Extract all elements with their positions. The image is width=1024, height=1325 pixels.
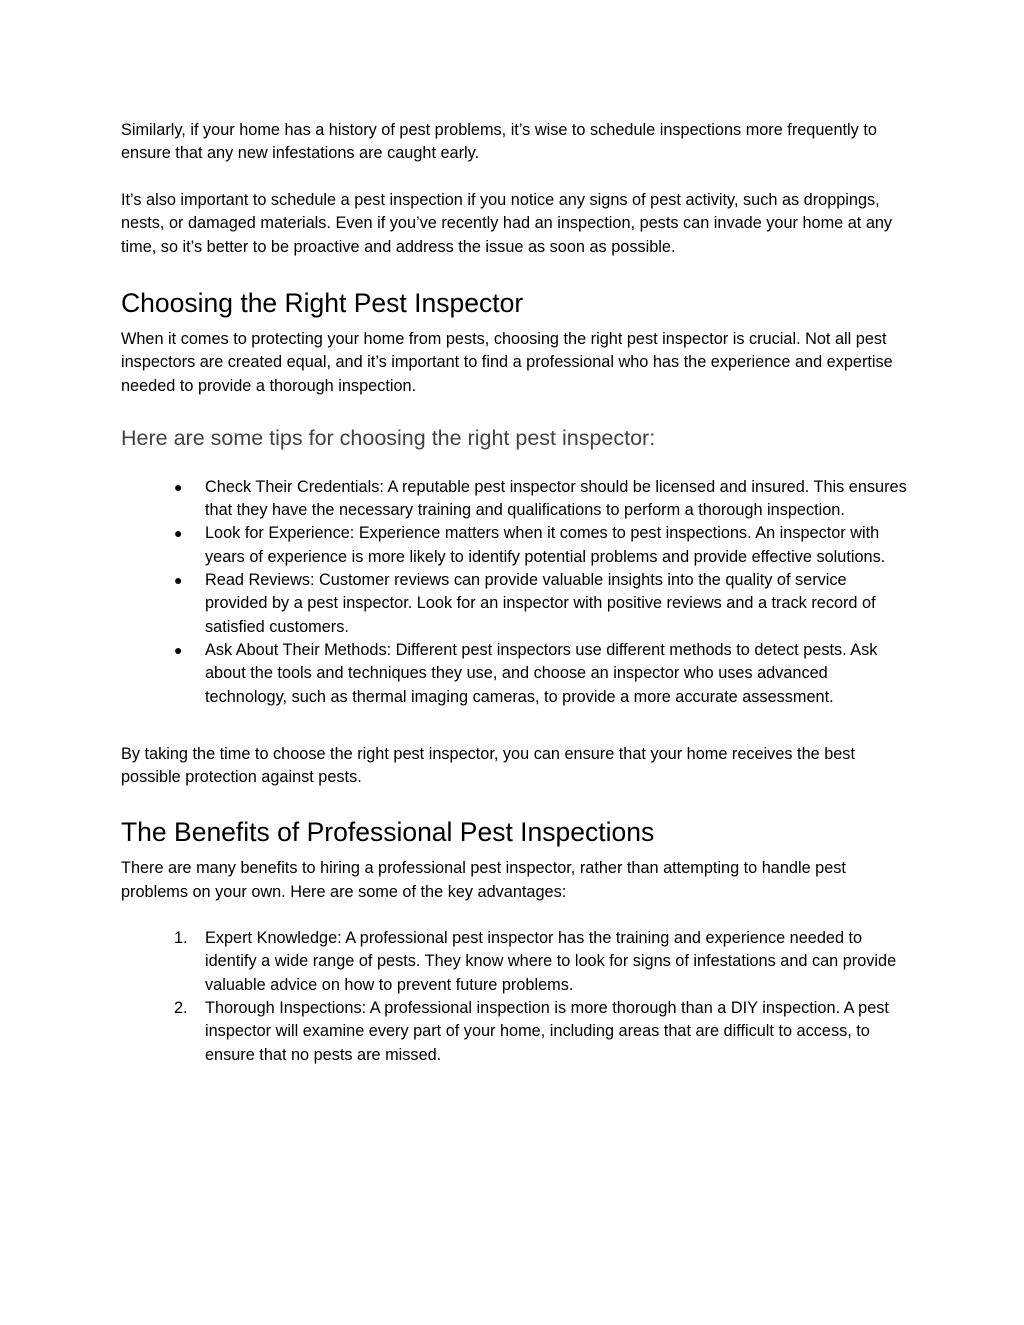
list-item (121, 997, 911, 1067)
list-item (121, 639, 911, 709)
paragraph-choosing-closing: By taking the time to choose the right pest inspector, you can ensure that your home receives the best possible protection against pests. (121, 744, 855, 787)
list-item-text: Expert Knowledge: A professional pest inspector has the training and experience needed to identify a wide range of pests. They know where to look for signs of infestations and can provide valuable advice on how to prevent future problems. (205, 929, 897, 994)
bullet-icon: ● (174, 572, 183, 589)
list-item-text: Look for Experience: Experience matters when it comes to pest inspections. An inspector with years of experience is more likely to identify potential problems and provide effective solutions. (205, 524, 886, 566)
paragraph-choosing-intro: When it comes to protecting your home from pests, choosing the right pest inspector is crucial. Not all pest inspectors are created equal, and it’s important to find a professional who has the experience and expertise needed to provide a thorough inspection. (121, 329, 893, 395)
document-content (121, 119, 911, 1067)
benefits-list (121, 927, 911, 1067)
paragraph-history: Similarly, if your home has a history of pest problems, it’s wise to schedule inspections more frequently to ensure that any new infestations are caught early. (121, 121, 877, 163)
list-item (121, 522, 911, 569)
list-number: 2. (174, 998, 188, 1017)
list-item-text: Thorough Inspections: A professional inspection is more thorough than a DIY inspection. A pest inspector will examine every part of your home, including areas that are difficult to access, to ensure that no pests are missed. (205, 998, 889, 1064)
heading-choosing: Choosing the Right Pest Inspector (121, 287, 524, 318)
list-item-text: Ask About Their Methods: Different pest inspectors use different methods to detect pests. Ask about the tools and techniques they use, and choose an inspector who uses advanced technology, such as thermal imaging cameras, to provide a more accurate assessment. (205, 640, 878, 706)
list-item (121, 569, 911, 639)
list-item (121, 927, 911, 997)
list-number: 1. (174, 929, 188, 948)
bullet-icon: ● (174, 478, 183, 495)
heading-benefits: The Benefits of Professional Pest Inspections (121, 817, 655, 848)
list-item-text: Check Their Credentials: A reputable pest inspector should be licensed and insured. This ensures that they have the necessary training and qualifications to perform a thorough inspection. (205, 477, 907, 520)
subheading-tips: Here are some tips for choosing the right pest inspector: (121, 425, 656, 450)
paragraph-signs: It’s also important to schedule a pest inspection if you notice any signs of pest activity, such as droppings, nests, or damaged materials. Even if you’ve recently had an inspection, pests can invade your home at any time, so it’s better to be proactive and address the issue as soon as possible. (121, 191, 893, 256)
list-item (121, 476, 911, 523)
bullet-icon: ● (174, 641, 183, 658)
bullet-icon: ● (174, 525, 183, 542)
tips-list (121, 476, 911, 709)
list-item-text: Read Reviews: Customer reviews can provide valuable insights into the quality of service provided by a pest inspector. Look for an inspector with positive reviews and a track record of satisfied customers. (205, 571, 876, 636)
paragraph-benefits-intro: There are many benefits to hiring a professional pest inspector, rather than attempting to handle pest problems on your own. Here are some of the key advantages: (121, 859, 846, 901)
